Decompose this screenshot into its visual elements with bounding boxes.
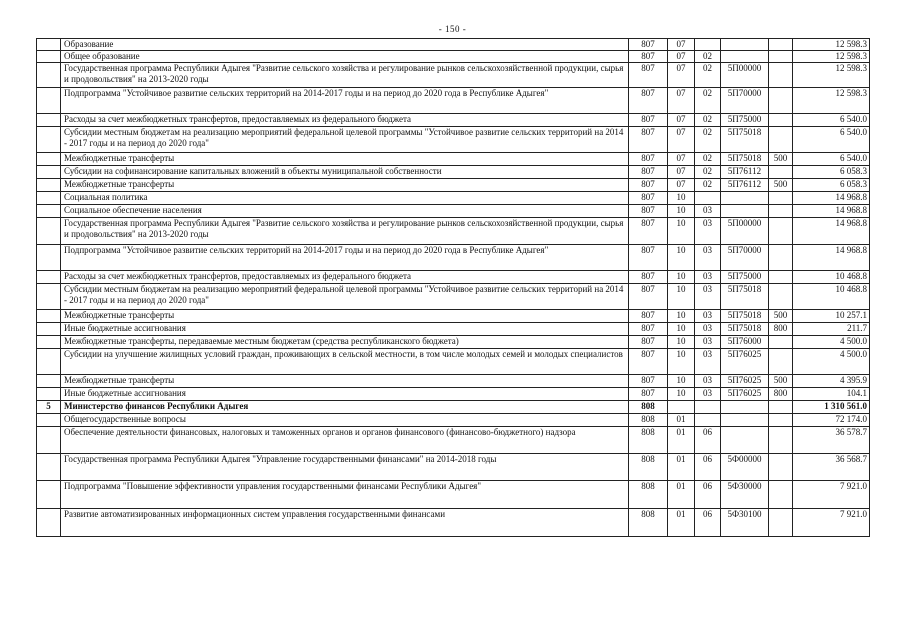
department-code-cell: 807 [629,114,668,127]
department-code-cell: 808 [629,481,668,509]
item-name-cell: Государственная программа Республики Адыгея "Развитие сельского хозяйства и регулирование рынков сельскохозяйственной продукции, сырья и продовольствия" на 2013-2020 годы [61,63,629,88]
target-article-code-cell: 5П76000 [721,336,769,349]
item-name-cell: Расходы за счет межбюджетных трансфертов, предоставляемых из федерального бюджета [61,114,629,127]
row-number-cell [37,509,61,537]
department-code-cell: 807 [629,218,668,245]
expense-type-code-cell: 500 [769,179,793,192]
department-code-cell: 807 [629,127,668,153]
budget-table [36,38,870,537]
amount-cell: 104.1 [793,388,870,401]
department-code-cell: 807 [629,284,668,310]
amount-cell: 4 500.0 [793,336,870,349]
row-number-cell [37,454,61,481]
table-row [37,375,870,388]
table-row [37,179,870,192]
section-code-cell: 01 [668,427,695,454]
section-code-cell: 07 [668,51,695,63]
expense-type-code-cell [769,401,793,414]
table-row [37,284,870,310]
row-number-cell [37,349,61,375]
subsection-code-cell: 03 [695,271,721,284]
table-row [37,427,870,454]
item-name-cell: Расходы за счет межбюджетных трансфертов, предоставляемых из федерального бюджета [61,271,629,284]
section-code-cell: 10 [668,284,695,310]
target-article-code-cell: 5П00000 [721,218,769,245]
item-name-cell: Межбюджетные трансферты [61,375,629,388]
row-number-cell [37,205,61,218]
item-name-cell: Подпрограмма "Устойчивое развитие сельских территорий на 2014-2017 годы и на период до 2020 года в Республике Адыгея" [61,245,629,271]
amount-cell: 14 968.8 [793,192,870,205]
target-article-code-cell: 5П76112 [721,166,769,179]
amount-cell: 36 568.7 [793,454,870,481]
amount-cell: 6 540.0 [793,127,870,153]
item-name-cell: Межбюджетные трансферты, передаваемые местным бюджетам (средства республиканского бюджета) [61,336,629,349]
expense-type-code-cell [769,481,793,509]
department-code-cell: 807 [629,336,668,349]
row-number-cell [37,375,61,388]
target-article-code-cell [721,401,769,414]
subsection-code-cell: 06 [695,509,721,537]
subsection-code-cell [695,414,721,427]
target-article-code-cell [721,414,769,427]
amount-cell: 211.7 [793,323,870,336]
target-article-code-cell: 5П70000 [721,245,769,271]
section-code-cell: 10 [668,218,695,245]
section-code-cell: 10 [668,323,695,336]
table-row [37,205,870,218]
amount-cell: 6 540.0 [793,153,870,166]
amount-cell: 12 598.3 [793,63,870,88]
department-code-cell: 807 [629,245,668,271]
row-number-cell [37,427,61,454]
item-name-cell: Социальное обеспечение населения [61,205,629,218]
expense-type-code-cell [769,39,793,51]
item-name-cell: Государственная программа Республики Адыгея "Управление государственными финансами" на 2014-2018 годы [61,454,629,481]
department-code-cell: 807 [629,63,668,88]
subsection-code-cell: 06 [695,454,721,481]
expense-type-code-cell [769,192,793,205]
amount-cell: 10 468.8 [793,284,870,310]
section-code-cell: 10 [668,192,695,205]
table-row [37,51,870,63]
amount-cell: 6 058.3 [793,179,870,192]
amount-cell: 4 500.0 [793,349,870,375]
row-number-cell [37,166,61,179]
table-row [37,414,870,427]
table-row [37,349,870,375]
subsection-code-cell: 03 [695,205,721,218]
table-row [37,509,870,537]
subsection-code-cell: 02 [695,153,721,166]
table-row [37,310,870,323]
amount-cell: 6 540.0 [793,114,870,127]
department-code-cell: 807 [629,310,668,323]
target-article-code-cell: 5П75018 [721,323,769,336]
subsection-code-cell: 06 [695,427,721,454]
row-number-cell [37,481,61,509]
item-name-cell: Социальная политика [61,192,629,205]
department-code-cell: 808 [629,427,668,454]
section-code-cell: 10 [668,336,695,349]
amount-cell: 7 921.0 [793,481,870,509]
target-article-code-cell: 5Ф30000 [721,481,769,509]
subsection-code-cell: 03 [695,336,721,349]
row-number-cell [37,51,61,63]
department-code-cell: 808 [629,401,668,414]
section-code-cell: 07 [668,166,695,179]
section-code-cell: 10 [668,375,695,388]
department-code-cell: 807 [629,205,668,218]
department-code-cell: 808 [629,509,668,537]
section-code-cell: 10 [668,205,695,218]
subsection-code-cell [695,39,721,51]
section-code-cell: 07 [668,114,695,127]
expense-type-code-cell [769,114,793,127]
amount-cell: 12 598.3 [793,51,870,63]
item-name-cell: Иные бюджетные ассигнования [61,388,629,401]
table-row [37,39,870,51]
table-row [37,218,870,245]
table-row [37,166,870,179]
table-row [37,245,870,271]
target-article-code-cell: 5П76025 [721,375,769,388]
subsection-code-cell: 02 [695,88,721,114]
department-code-cell: 807 [629,375,668,388]
amount-cell: 14 968.8 [793,205,870,218]
target-article-code-cell: 5П75018 [721,284,769,310]
department-code-cell: 807 [629,51,668,63]
row-number-cell [37,63,61,88]
section-code-cell: 01 [668,481,695,509]
department-code-cell: 807 [629,349,668,375]
row-number-cell [37,414,61,427]
section-code-cell: 01 [668,509,695,537]
row-number-cell [37,284,61,310]
section-code-cell: 10 [668,388,695,401]
target-article-code-cell: 5П70000 [721,88,769,114]
department-code-cell: 807 [629,166,668,179]
target-article-code-cell: 5П76112 [721,179,769,192]
expense-type-code-cell [769,205,793,218]
subsection-code-cell: 03 [695,218,721,245]
row-number-cell [37,179,61,192]
item-name-cell: Государственная программа Республики Адыгея "Развитие сельского хозяйства и регулирование рынков сельскохозяйственной продукции, сырья и продовольствия" на 2013-2020 годы [61,218,629,245]
expense-type-code-cell [769,245,793,271]
target-article-code-cell: 5П75000 [721,271,769,284]
department-code-cell: 807 [629,271,668,284]
budget-table-body [37,39,870,537]
subsection-code-cell: 02 [695,114,721,127]
amount-cell: 14 968.8 [793,245,870,271]
page-number: - 150 - [438,24,467,34]
item-name-cell: Субсидии на софинансирование капитальных вложений в объекты муниципальной собственности [61,166,629,179]
row-number-cell [37,310,61,323]
table-row [37,88,870,114]
section-code-cell: 07 [668,179,695,192]
subsection-code-cell: 02 [695,63,721,88]
expense-type-code-cell [769,509,793,537]
item-name-cell: Субсидии на улучшение жилищных условий граждан, проживающих в сельской местности, в том числе молодых семей и молодых специалистов [61,349,629,375]
expense-type-code-cell [769,454,793,481]
target-article-code-cell: 5П00000 [721,63,769,88]
row-number-cell [37,218,61,245]
amount-cell: 7 921.0 [793,509,870,537]
amount-cell: 12 598.3 [793,88,870,114]
item-name-cell: Общее образование [61,51,629,63]
item-name-cell: Межбюджетные трансферты [61,179,629,192]
target-article-code-cell: 5Ф00000 [721,454,769,481]
amount-cell: 10 468.8 [793,271,870,284]
subsection-code-cell: 02 [695,179,721,192]
table-row [37,192,870,205]
expense-type-code-cell: 500 [769,310,793,323]
item-name-cell: Развитие автоматизированных информационных систем управления государственными финансами [61,509,629,537]
row-number-cell [37,245,61,271]
row-number-cell [37,88,61,114]
subsection-code-cell: 02 [695,166,721,179]
department-code-cell: 807 [629,39,668,51]
subsection-code-cell [695,192,721,205]
subsection-code-cell [695,401,721,414]
expense-type-code-cell [769,427,793,454]
table-row [37,481,870,509]
row-number-cell [37,336,61,349]
department-code-cell: 807 [629,179,668,192]
table-row [37,63,870,88]
expense-type-code-cell [769,88,793,114]
subsection-code-cell: 03 [695,245,721,271]
table-row [37,401,870,414]
department-code-cell: 807 [629,388,668,401]
section-code-cell: 07 [668,39,695,51]
subsection-code-cell: 02 [695,51,721,63]
amount-cell: 36 578.7 [793,427,870,454]
section-code-cell [668,401,695,414]
department-code-cell: 808 [629,414,668,427]
section-code-cell: 10 [668,349,695,375]
table-row [37,127,870,153]
target-article-code-cell: 5П75018 [721,153,769,166]
amount-cell: 14 968.8 [793,218,870,245]
expense-type-code-cell [769,336,793,349]
amount-cell: 4 395.9 [793,375,870,388]
section-code-cell: 10 [668,310,695,323]
subsection-code-cell: 03 [695,388,721,401]
target-article-code-cell: 5Ф30100 [721,509,769,537]
target-article-code-cell [721,205,769,218]
amount-cell: 1 310 561.0 [793,401,870,414]
department-code-cell: 808 [629,454,668,481]
item-name-cell: Межбюджетные трансферты [61,310,629,323]
item-name-cell: Субсидии местным бюджетам на реализацию мероприятий федеральной целевой программы "Устойчивое развитие сельских территорий на 2014 - 2017 годы и на период до 2020 года" [61,127,629,153]
row-number-cell [37,388,61,401]
expense-type-code-cell [769,349,793,375]
table-row [37,323,870,336]
table-row [37,153,870,166]
department-code-cell: 807 [629,153,668,166]
expense-type-code-cell: 500 [769,375,793,388]
department-code-cell: 807 [629,192,668,205]
target-article-code-cell: 5П76025 [721,388,769,401]
subsection-code-cell: 03 [695,284,721,310]
target-article-code-cell: 5П75000 [721,114,769,127]
row-number-cell [37,153,61,166]
item-name-cell: Подпрограмма "Устойчивое развитие сельских территорий на 2014-2017 годы и на период до 2020 года в Республике Адыгея" [61,88,629,114]
department-code-cell: 807 [629,88,668,114]
expense-type-code-cell [769,63,793,88]
target-article-code-cell [721,51,769,63]
amount-cell: 6 058.3 [793,166,870,179]
expense-type-code-cell [769,218,793,245]
row-number-cell [37,114,61,127]
expense-type-code-cell: 500 [769,153,793,166]
row-number-cell [37,192,61,205]
table-row [37,336,870,349]
amount-cell: 10 257.1 [793,310,870,323]
item-name-cell: Подпрограмма "Повышение эффективности управления государственными финансами Республики Адыгея" [61,481,629,509]
expense-type-code-cell [769,271,793,284]
subsection-code-cell: 03 [695,310,721,323]
row-number-cell [37,39,61,51]
subsection-code-cell: 02 [695,127,721,153]
target-article-code-cell [721,427,769,454]
expense-type-code-cell: 800 [769,323,793,336]
amount-cell: 72 174.0 [793,414,870,427]
expense-type-code-cell [769,51,793,63]
target-article-code-cell: 5П76025 [721,349,769,375]
section-code-cell: 10 [668,271,695,284]
subsection-code-cell: 03 [695,349,721,375]
row-number-cell [37,127,61,153]
item-name-cell: Обеспечение деятельности финансовых, налоговых и таможенных органов и органов финансового (финансово-бюджетного) надзора [61,427,629,454]
table-row [37,388,870,401]
expense-type-code-cell [769,414,793,427]
item-name-cell: Субсидии местным бюджетам на реализацию мероприятий федеральной целевой программы "Устойчивое развитие сельских территорий на 2014 - 2017 годы и на период до 2020 года" [61,284,629,310]
subsection-code-cell: 03 [695,375,721,388]
expense-type-code-cell: 800 [769,388,793,401]
row-number-cell: 5 [37,401,61,414]
subsection-code-cell: 03 [695,323,721,336]
section-code-cell: 10 [668,245,695,271]
section-code-cell: 01 [668,414,695,427]
target-article-code-cell [721,192,769,205]
item-name-cell: Общегосударственные вопросы [61,414,629,427]
section-code-cell: 07 [668,127,695,153]
item-name-cell: Образование [61,39,629,51]
target-article-code-cell: 5П75018 [721,310,769,323]
target-article-code-cell: 5П75018 [721,127,769,153]
section-code-cell: 01 [668,454,695,481]
table-row [37,114,870,127]
row-number-cell [37,271,61,284]
item-name-cell: Межбюджетные трансферты [61,153,629,166]
table-row [37,271,870,284]
subsection-code-cell: 06 [695,481,721,509]
expense-type-code-cell [769,127,793,153]
target-article-code-cell [721,39,769,51]
row-number-cell [37,323,61,336]
section-code-cell: 07 [668,153,695,166]
expense-type-code-cell [769,166,793,179]
item-name-cell: Иные бюджетные ассигнования [61,323,629,336]
expense-type-code-cell [769,284,793,310]
section-code-cell: 07 [668,88,695,114]
table-row [37,454,870,481]
amount-cell: 12 598.3 [793,39,870,51]
department-code-cell: 807 [629,323,668,336]
item-name-cell: Министерство финансов Республики Адыгея [61,401,629,414]
section-code-cell: 07 [668,63,695,88]
